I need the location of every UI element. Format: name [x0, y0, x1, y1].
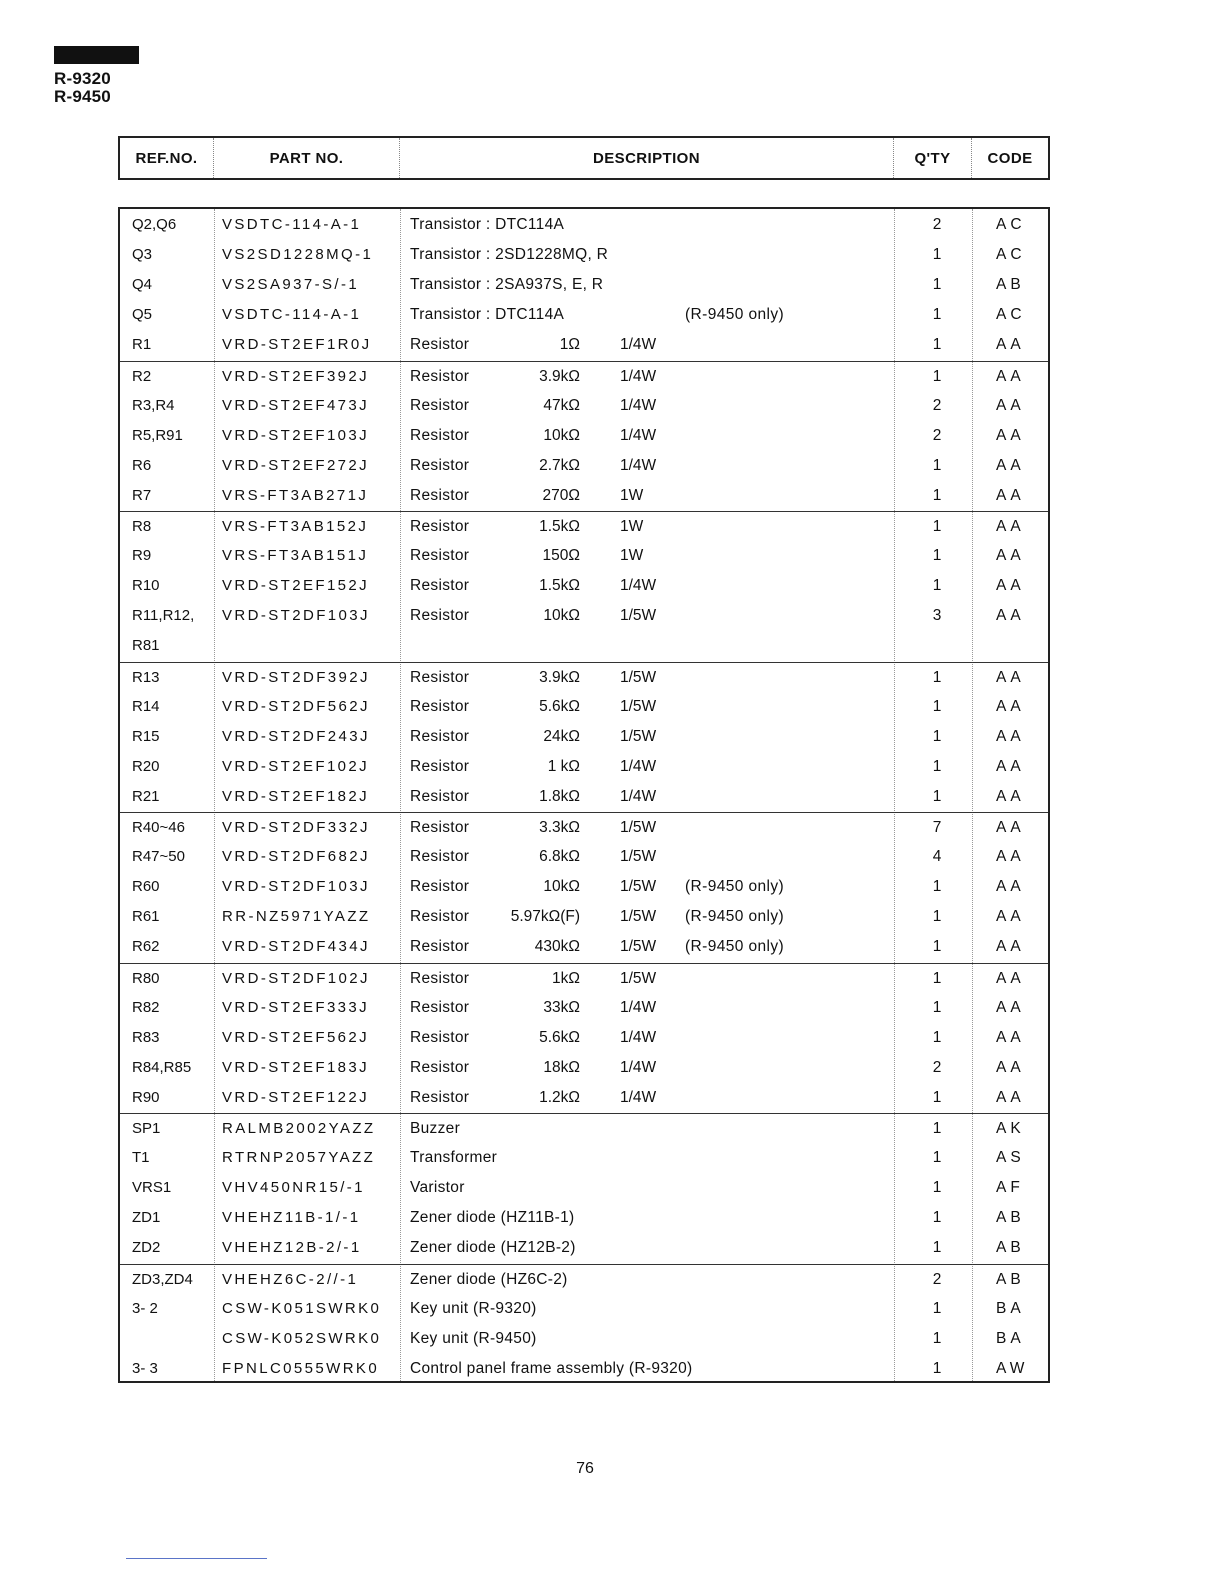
cell-desc: Transistor : DTC114A — [410, 306, 565, 324]
cell-ref: SP1 — [132, 1120, 161, 1137]
cell-desc: Resistor — [410, 396, 470, 414]
cell-val: 33kΩ — [543, 998, 580, 1016]
table-row — [120, 1294, 1048, 1324]
cell-val: 18kΩ — [543, 1058, 580, 1076]
cell-pw: 1/5W — [620, 969, 657, 987]
cell-desc: Resistor — [410, 1028, 470, 1046]
cell-part: VSDTC-114-A-1 — [222, 216, 362, 233]
cell-code: AA — [996, 577, 1025, 595]
table-row — [120, 1324, 1048, 1354]
cell-code: AA — [996, 1028, 1025, 1046]
cell-qty: 1 — [932, 1179, 942, 1197]
cell-desc: Resistor — [410, 547, 470, 565]
cell-desc: Resistor — [410, 757, 470, 775]
cell-val: 6.8kΩ — [539, 848, 580, 866]
model-number-1: R-9320 — [54, 69, 111, 88]
cell-qty: 1 — [932, 577, 942, 595]
table-row — [120, 752, 1048, 782]
cell-desc: Resistor — [410, 848, 470, 866]
cell-qty: 2 — [932, 1270, 942, 1288]
cell-val: 150Ω — [542, 547, 580, 565]
table-row — [120, 1143, 1048, 1173]
cell-part: VRD-ST2EF152J — [222, 577, 370, 595]
table-row — [120, 210, 1048, 240]
code-header: CODE — [987, 149, 1033, 167]
cell-code: AC — [996, 216, 1026, 233]
table-row — [120, 1023, 1048, 1053]
cell-part: VRD-ST2DF332J — [222, 819, 370, 836]
cell-ref: R7 — [132, 486, 152, 504]
cell-desc: Resistor — [410, 518, 470, 535]
table-row — [120, 692, 1048, 722]
cell-part: VRD-ST2DF562J — [222, 697, 370, 715]
cell-pw: 1/4W — [620, 1058, 657, 1076]
cell-code: BA — [996, 1329, 1025, 1347]
cell-qty: 1 — [932, 518, 942, 535]
cell-desc: Resistor — [410, 727, 470, 745]
cell-val: 10kΩ — [543, 878, 580, 896]
table-row — [120, 872, 1048, 902]
cell-code: AA — [996, 1058, 1025, 1076]
cell-code: AA — [996, 426, 1025, 444]
cell-pw: 1W — [620, 518, 644, 535]
cell-pw: 1/5W — [620, 819, 657, 836]
cell-desc: Resistor — [410, 878, 470, 896]
cell-desc: Resistor — [410, 908, 470, 926]
cell-val: 5.6kΩ — [539, 1028, 580, 1046]
cell-part: VRS-FT3AB151J — [222, 547, 369, 565]
cell-qty: 1 — [932, 246, 942, 264]
cell-val: 2.7kΩ — [539, 456, 580, 474]
cell-desc: Varistor — [410, 1179, 465, 1197]
cell-val: 1.5kΩ — [539, 577, 580, 595]
cell-qty: 1 — [932, 276, 942, 294]
cell-part: VS2SA937-S/-1 — [222, 276, 360, 294]
table-row — [120, 451, 1048, 481]
cell-code: AA — [996, 456, 1025, 474]
table-row — [120, 541, 1048, 571]
parts-table — [118, 207, 1050, 1383]
cell-code: AA — [996, 518, 1025, 535]
cell-pw: 1/4W — [620, 1028, 657, 1046]
table-row — [120, 1053, 1048, 1083]
cell-qty: 1 — [932, 908, 942, 926]
cell-note: (R-9450 only) — [685, 908, 785, 926]
cell-ref: R13 — [132, 668, 160, 686]
cell-desc: Transistor : 2SD1228MQ, R — [410, 246, 609, 264]
table-row — [120, 300, 1048, 330]
part-no-header: PART NO. — [214, 138, 400, 178]
cell-qty: 2 — [932, 1058, 942, 1076]
cell-code: AK — [996, 1120, 1025, 1137]
cell-part: VRD-ST2DF392J — [222, 668, 370, 686]
description-header: DESCRIPTION — [400, 138, 894, 178]
page-number: 76 — [576, 1460, 594, 1477]
cell-desc: Resistor — [410, 697, 470, 715]
cell-desc: Resistor — [410, 969, 470, 987]
cell-part: CSW-K051SWRK0 — [222, 1299, 382, 1317]
cell-ref: 3- 3 — [132, 1359, 158, 1377]
cell-val: 3.9kΩ — [539, 367, 580, 385]
cell-code: AB — [996, 1239, 1025, 1257]
table-row — [120, 963, 1048, 994]
cell-ref: R60 — [132, 878, 160, 896]
cell-part: VRS-FT3AB152J — [222, 518, 369, 535]
cell-qty: 1 — [932, 336, 942, 354]
cell-qty: 1 — [932, 757, 942, 775]
cell-qty: 1 — [932, 878, 942, 896]
cell-code: AA — [996, 787, 1025, 805]
cell-code: AS — [996, 1149, 1025, 1167]
cell-qty: 1 — [932, 998, 942, 1016]
cell-qty: 1 — [932, 1120, 942, 1137]
cell-part: VHEHZ6C-2//-1 — [222, 1270, 359, 1288]
model-number-2: R-9450 — [54, 87, 111, 106]
cell-part: RALMB2002YAZZ — [222, 1120, 376, 1137]
cell-qty: 2 — [932, 396, 942, 414]
cell-desc: Resistor — [410, 607, 470, 625]
cell-desc: Resistor — [410, 1088, 470, 1106]
cell-ref: R3,R4 — [132, 396, 175, 414]
cell-ref: R2 — [132, 367, 152, 385]
cell-desc: Resistor — [410, 938, 470, 956]
cell-desc: Resistor — [410, 486, 470, 504]
cell-code: AA — [996, 908, 1025, 926]
cell-part: VRD-ST2DF682J — [222, 848, 370, 866]
cell-ref: R80 — [132, 969, 160, 987]
cell-ref: R15 — [132, 727, 160, 745]
cell-desc: Resistor — [410, 336, 470, 354]
cell-code: AF — [996, 1179, 1024, 1197]
cell-code: AA — [996, 367, 1025, 385]
cell-qty: 7 — [932, 819, 942, 836]
cell-pw: 1W — [620, 486, 644, 504]
table-row — [120, 993, 1048, 1023]
cell-note: (R-9450 only) — [685, 878, 785, 896]
cell-pw: 1/5W — [620, 697, 657, 715]
cell-desc: Resistor — [410, 787, 470, 805]
cell-desc: Zener diode (HZ11B-1) — [410, 1209, 575, 1227]
table-row — [120, 782, 1048, 812]
cell-val: 430kΩ — [534, 938, 580, 956]
cell-pw: 1/4W — [620, 456, 657, 474]
cell-val: 270Ω — [542, 486, 580, 504]
cell-code: AA — [996, 848, 1025, 866]
cell-desc: Zener diode (HZ6C-2) — [410, 1270, 568, 1288]
cell-ref: R10 — [132, 577, 160, 595]
cell-desc: Transistor : DTC114A — [410, 216, 565, 233]
table-row — [120, 722, 1048, 752]
cell-ref: Q2,Q6 — [132, 216, 177, 233]
ref-no-header: REF.NO. — [120, 138, 214, 178]
cell-val: 1.2kΩ — [539, 1088, 580, 1106]
cell-desc: Resistor — [410, 456, 470, 474]
cell-part: VRD-ST2DF103J — [222, 607, 370, 625]
cell-ref: R40~46 — [132, 819, 185, 836]
cell-code: AA — [996, 668, 1025, 686]
cell-code: AA — [996, 969, 1025, 987]
cell-qty: 1 — [932, 697, 942, 715]
cell-part: VS2SD1228MQ-1 — [222, 246, 374, 264]
cell-val: 10kΩ — [543, 607, 580, 625]
table-row — [120, 481, 1048, 511]
cell-qty: 1 — [932, 1149, 942, 1167]
cell-qty: 1 — [932, 668, 942, 686]
cell-code: AA — [996, 607, 1025, 625]
column-header-row — [118, 136, 1050, 180]
cell-ref: R11,R12, — [132, 607, 195, 625]
cell-desc: Resistor — [410, 426, 470, 444]
table-row — [120, 571, 1048, 601]
cell-pw: 1/4W — [620, 787, 657, 805]
cell-val: 3.9kΩ — [539, 668, 580, 686]
cell-qty: 1 — [932, 547, 942, 565]
cell-desc: Resistor — [410, 1058, 470, 1076]
cell-pw: 1W — [620, 547, 644, 565]
cell-code: AA — [996, 998, 1025, 1016]
table-row — [120, 270, 1048, 300]
cell-ref: R84,R85 — [132, 1058, 192, 1076]
cell-qty: 1 — [932, 486, 942, 504]
cell-pw: 1/5W — [620, 668, 657, 686]
cell-ref: R82 — [132, 998, 160, 1016]
cell-qty: 1 — [932, 938, 942, 956]
cell-code: AB — [996, 276, 1025, 294]
cell-pw: 1/4W — [620, 998, 657, 1016]
cell-qty: 2 — [932, 426, 942, 444]
cell-ref: Q3 — [132, 246, 153, 264]
cell-pw: 1/5W — [620, 878, 657, 896]
cell-val: 1Ω — [559, 336, 580, 354]
cell-ref: R47~50 — [132, 848, 185, 866]
cell-desc: Transformer — [410, 1149, 498, 1167]
cell-val: 5.6kΩ — [539, 697, 580, 715]
table-row — [120, 601, 1048, 631]
cell-pw: 1/5W — [620, 908, 657, 926]
cell-code: AA — [996, 486, 1025, 504]
cell-ref: R8 — [132, 518, 152, 535]
cell-val: 1kΩ — [552, 969, 580, 987]
cell-desc: Key unit (R-9450) — [410, 1329, 537, 1347]
cell-ref: Q5 — [132, 306, 153, 324]
cell-qty: 1 — [932, 456, 942, 474]
cell-pw: 1/4W — [620, 577, 657, 595]
cell-val: 10kΩ — [543, 426, 580, 444]
table-row — [120, 361, 1048, 392]
cell-part: VRD-ST2EF183J — [222, 1058, 370, 1076]
cell-code: AA — [996, 697, 1025, 715]
cell-ref: ZD1 — [132, 1209, 161, 1227]
cell-part: VRD-ST2DF434J — [222, 938, 370, 956]
cell-qty: 1 — [932, 306, 942, 324]
cell-val: 1.5kΩ — [539, 518, 580, 535]
table-row — [120, 1083, 1048, 1113]
table-row — [120, 1173, 1048, 1203]
table-row — [120, 511, 1048, 542]
cell-code: AA — [996, 757, 1025, 775]
cell-note: (R-9450 only) — [685, 938, 785, 956]
cell-code: AA — [996, 396, 1025, 414]
table-row — [120, 330, 1048, 360]
cell-pw: 1/4W — [620, 396, 657, 414]
cell-qty: 1 — [932, 1299, 942, 1317]
cell-part: VRD-ST2EF333J — [222, 998, 370, 1016]
cell-ref: R81 — [132, 637, 160, 655]
cell-pw: 1/4W — [620, 367, 657, 385]
cell-ref: R5,R91 — [132, 426, 183, 444]
cell-pw: 1/4W — [620, 1088, 657, 1106]
cell-qty: 1 — [932, 969, 942, 987]
cell-part: VRD-ST2EF102J — [222, 757, 370, 775]
cell-val: 24kΩ — [543, 727, 580, 745]
cell-qty: 4 — [932, 848, 942, 866]
cell-pw: 1/5W — [620, 848, 657, 866]
cell-code: AB — [996, 1209, 1025, 1227]
cell-part: VRD-ST2EF272J — [222, 456, 370, 474]
cell-part: VRD-ST2EF473J — [222, 396, 370, 414]
cell-part: CSW-K052SWRK0 — [222, 1329, 382, 1347]
cell-code: AC — [996, 306, 1026, 324]
cell-pw: 1/4W — [620, 426, 657, 444]
cell-part: VSDTC-114-A-1 — [222, 306, 362, 324]
cell-desc: Resistor — [410, 668, 470, 686]
cell-part: VRD-ST2EF182J — [222, 787, 370, 805]
table-row — [120, 421, 1048, 451]
cell-desc: Buzzer — [410, 1120, 461, 1137]
cell-val: 47kΩ — [543, 396, 580, 414]
table-row — [120, 1264, 1048, 1295]
cell-ref: VRS1 — [132, 1179, 172, 1197]
cell-desc: Transistor : 2SA937S, E, R — [410, 276, 604, 294]
cell-qty: 1 — [932, 1239, 942, 1257]
cell-desc: Key unit (R-9320) — [410, 1299, 537, 1317]
cell-val: 1.8kΩ — [539, 787, 580, 805]
cell-ref: R21 — [132, 787, 160, 805]
cell-val: 3.3kΩ — [539, 819, 580, 836]
table-row — [120, 1233, 1048, 1263]
cell-code: AA — [996, 547, 1025, 565]
cell-part: RTRNP2057YAZZ — [222, 1149, 376, 1167]
cell-code: AA — [996, 938, 1025, 956]
cell-note: (R-9450 only) — [685, 306, 785, 324]
cell-desc: Control panel frame assembly (R-9320) — [410, 1359, 693, 1377]
cell-val: 5.97kΩ(F) — [510, 908, 580, 926]
cell-ref: ZD3,ZD4 — [132, 1270, 193, 1288]
cell-ref: R14 — [132, 697, 160, 715]
table-row — [120, 1113, 1048, 1144]
table-row — [120, 842, 1048, 872]
cell-part: VRD-ST2DF102J — [222, 969, 370, 987]
cell-part: VRD-ST2EF122J — [222, 1088, 370, 1106]
cell-qty: 3 — [932, 607, 942, 625]
cell-ref: ZD2 — [132, 1239, 161, 1257]
cell-ref: 3- 2 — [132, 1299, 158, 1317]
table-row — [120, 631, 1048, 661]
cell-ref: R6 — [132, 456, 152, 474]
table-row — [120, 1354, 1048, 1384]
cell-qty: 1 — [932, 367, 942, 385]
table-row — [120, 932, 1048, 962]
cell-code: AC — [996, 246, 1026, 264]
cell-desc: Resistor — [410, 998, 470, 1016]
cell-val: 1 kΩ — [547, 757, 580, 775]
table-row — [120, 1203, 1048, 1233]
cell-ref: R1 — [132, 336, 152, 354]
cell-code: AA — [996, 878, 1025, 896]
cell-part: VRS-FT3AB271J — [222, 486, 369, 504]
table-row — [120, 812, 1048, 843]
header-black-bar — [54, 46, 139, 64]
footer-rule — [126, 1558, 267, 1559]
cell-code: AA — [996, 819, 1025, 836]
cell-desc: Resistor — [410, 367, 470, 385]
cell-pw: 1/4W — [620, 757, 657, 775]
cell-ref: T1 — [132, 1149, 150, 1167]
cell-pw: 1/5W — [620, 938, 657, 956]
table-row — [120, 902, 1048, 932]
cell-ref: R90 — [132, 1088, 160, 1106]
cell-ref: R61 — [132, 908, 160, 926]
cell-part: VRD-ST2DF243J — [222, 727, 370, 745]
cell-qty: 1 — [932, 1028, 942, 1046]
cell-qty: 1 — [932, 1209, 942, 1227]
cell-code: AB — [996, 1270, 1025, 1288]
cell-part: VRD-ST2EF562J — [222, 1028, 370, 1046]
cell-desc: Zener diode (HZ12B-2) — [410, 1239, 576, 1257]
cell-part: VHV450NR15/-1 — [222, 1179, 365, 1197]
cell-qty: 1 — [932, 787, 942, 805]
cell-code: AA — [996, 727, 1025, 745]
cell-desc: Resistor — [410, 819, 470, 836]
cell-code: AA — [996, 1088, 1025, 1106]
cell-ref: R9 — [132, 547, 152, 565]
cell-code: BA — [996, 1299, 1025, 1317]
cell-part: VRD-ST2EF103J — [222, 426, 370, 444]
cell-desc: Resistor — [410, 577, 470, 595]
table-row — [120, 391, 1048, 421]
cell-qty: 1 — [932, 1329, 942, 1347]
cell-ref: R62 — [132, 938, 160, 956]
quantity-header: Q'TY — [894, 138, 972, 178]
cell-ref: R20 — [132, 757, 160, 775]
table-row — [120, 662, 1048, 693]
cell-pw: 1/5W — [620, 727, 657, 745]
cell-code: AA — [996, 336, 1025, 354]
cell-part: VRD-ST2EF392J — [222, 367, 370, 385]
cell-ref: R83 — [132, 1028, 160, 1046]
cell-part: RR-NZ5971YAZZ — [222, 908, 371, 926]
cell-part: VHEHZ12B-2/-1 — [222, 1239, 362, 1257]
cell-part: VRD-ST2EF1R0J — [222, 336, 372, 354]
cell-part: FPNLC0555WRK0 — [222, 1359, 380, 1377]
cell-part: VRD-ST2DF103J — [222, 878, 370, 896]
cell-code: AW — [996, 1359, 1029, 1377]
cell-qty: 1 — [932, 1359, 942, 1377]
cell-pw: 1/4W — [620, 336, 657, 354]
table-row — [120, 240, 1048, 270]
cell-part: VHEHZ11B-1/-1 — [222, 1209, 361, 1227]
cell-ref: Q4 — [132, 276, 153, 294]
cell-pw: 1/5W — [620, 607, 657, 625]
cell-qty: 1 — [932, 1088, 942, 1106]
cell-qty: 2 — [932, 216, 942, 233]
cell-qty: 1 — [932, 727, 942, 745]
